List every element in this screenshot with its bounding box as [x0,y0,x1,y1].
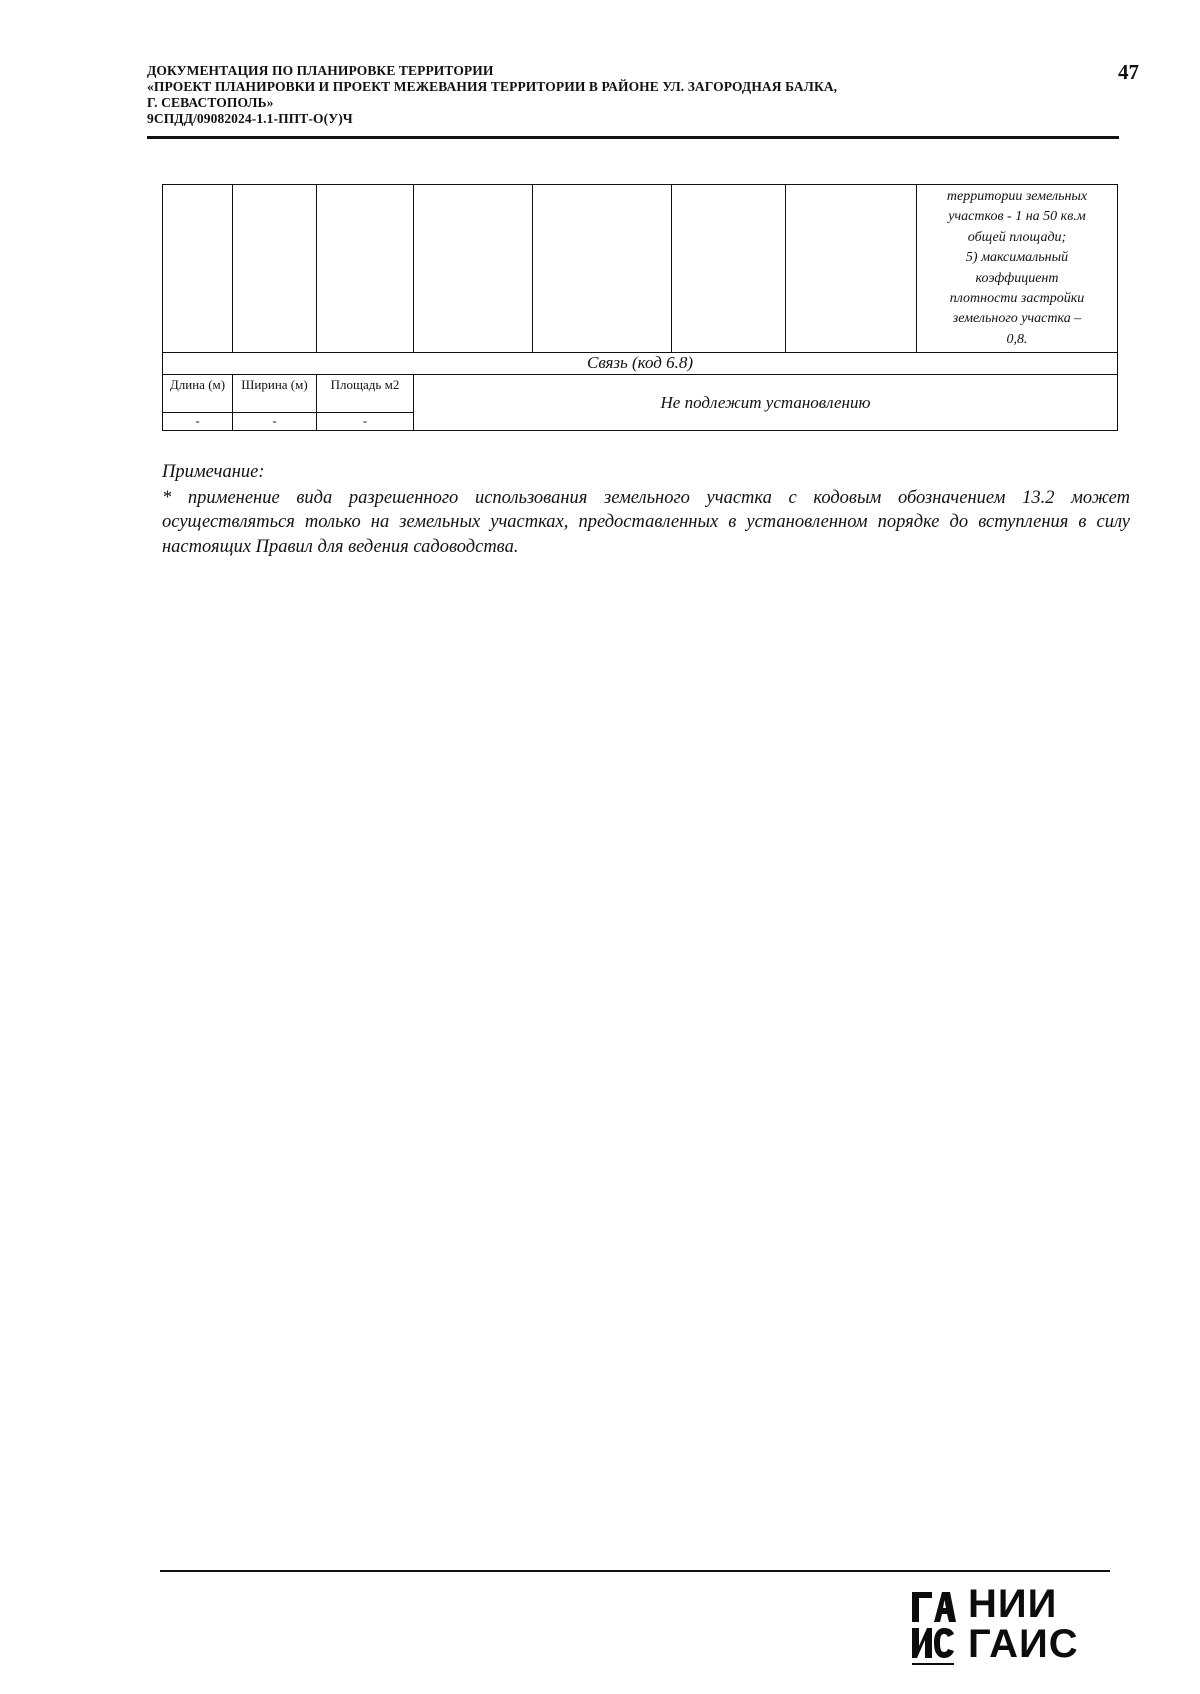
header-line-3: Г. СЕВАСТОПОЛЬ» [147,95,274,110]
value-length [163,413,233,431]
table-cell-empty [414,185,533,353]
document-header [147,63,1137,127]
logo-text [968,1584,1079,1664]
logo-mark-icon [910,1588,956,1668]
table-cell-empty [233,185,317,353]
value-width-text: - [272,413,277,429]
column-header-area [317,375,414,413]
parameters-line: общей площади; [967,229,1067,245]
parameters-line: коэффициент [975,270,1059,286]
note-block [162,460,1130,559]
page-number: 47 [1118,60,1139,84]
parameters-line: территории земельных [946,189,1088,204]
value-area-text: - [362,413,368,429]
table-row-column-headers [163,375,1118,413]
column-header-width-text: Ширина (м) [241,377,308,393]
parameters-line: 5) максимальный [965,250,1069,266]
footer-rule [160,1570,1110,1572]
logo-text-line-1: НИИ [968,1582,1058,1626]
column-header-length [163,375,233,413]
table-row-continued [163,185,1118,353]
column-header-width [233,375,317,413]
header-rule [147,136,1119,139]
document-code: 9СПДД/09082024-1.1-ППТ-О(У)Ч [147,111,353,126]
nii-gais-logo [910,1584,1090,1674]
table-cell-parameters [917,185,1118,353]
table-cell-empty [672,185,786,353]
table-cell-empty [163,185,233,353]
table-cell-empty [533,185,672,353]
parameters-line: 0,8. [1006,331,1028,347]
merged-status-cell [414,375,1118,431]
note-title: Примечание: [162,462,265,482]
table-row-section-title [163,353,1118,375]
table-cell-empty [786,185,917,353]
value-length-text: - [195,413,200,429]
merged-status-text: Не подлежит установлению [660,392,871,412]
column-header-length-text: Длина (м) [169,377,226,393]
header-line-1: ДОКУМЕНТАЦИЯ ПО ПЛАНИРОВКЕ ТЕРРИТОРИИ [147,63,494,78]
section-title-cell [163,353,1118,375]
note-body: * применение вида разрешенного использования земельного участка с кодовым обозначением 13.2 может осуществляться только на земельных участках, предоставленных в установленном порядке до вступления в силу настоящих Правил для ведения садоводства. [162,487,1130,557]
table-cell-empty [317,185,414,353]
value-area [317,413,414,431]
regulations-table [162,184,1118,431]
value-width [233,413,317,431]
parameters-line: плотности застройки [949,291,1085,307]
parameters-text [917,185,1117,352]
section-title: Связь (код 6.8) [586,353,694,373]
parameters-line: участков - 1 на 50 кв.м [948,209,1086,225]
column-header-area-text: Площадь м2 [330,377,400,393]
parameters-line: земельного участка – [952,311,1082,327]
header-line-2: «ПРОЕКТ ПЛАНИРОВКИ И ПРОЕКТ МЕЖЕВАНИЯ ТЕРРИТОРИИ В РАЙОНЕ УЛ. ЗАГОРОДНАЯ БАЛКА, [147,79,838,94]
logo-text-line-2: ГАИС [968,1622,1079,1666]
